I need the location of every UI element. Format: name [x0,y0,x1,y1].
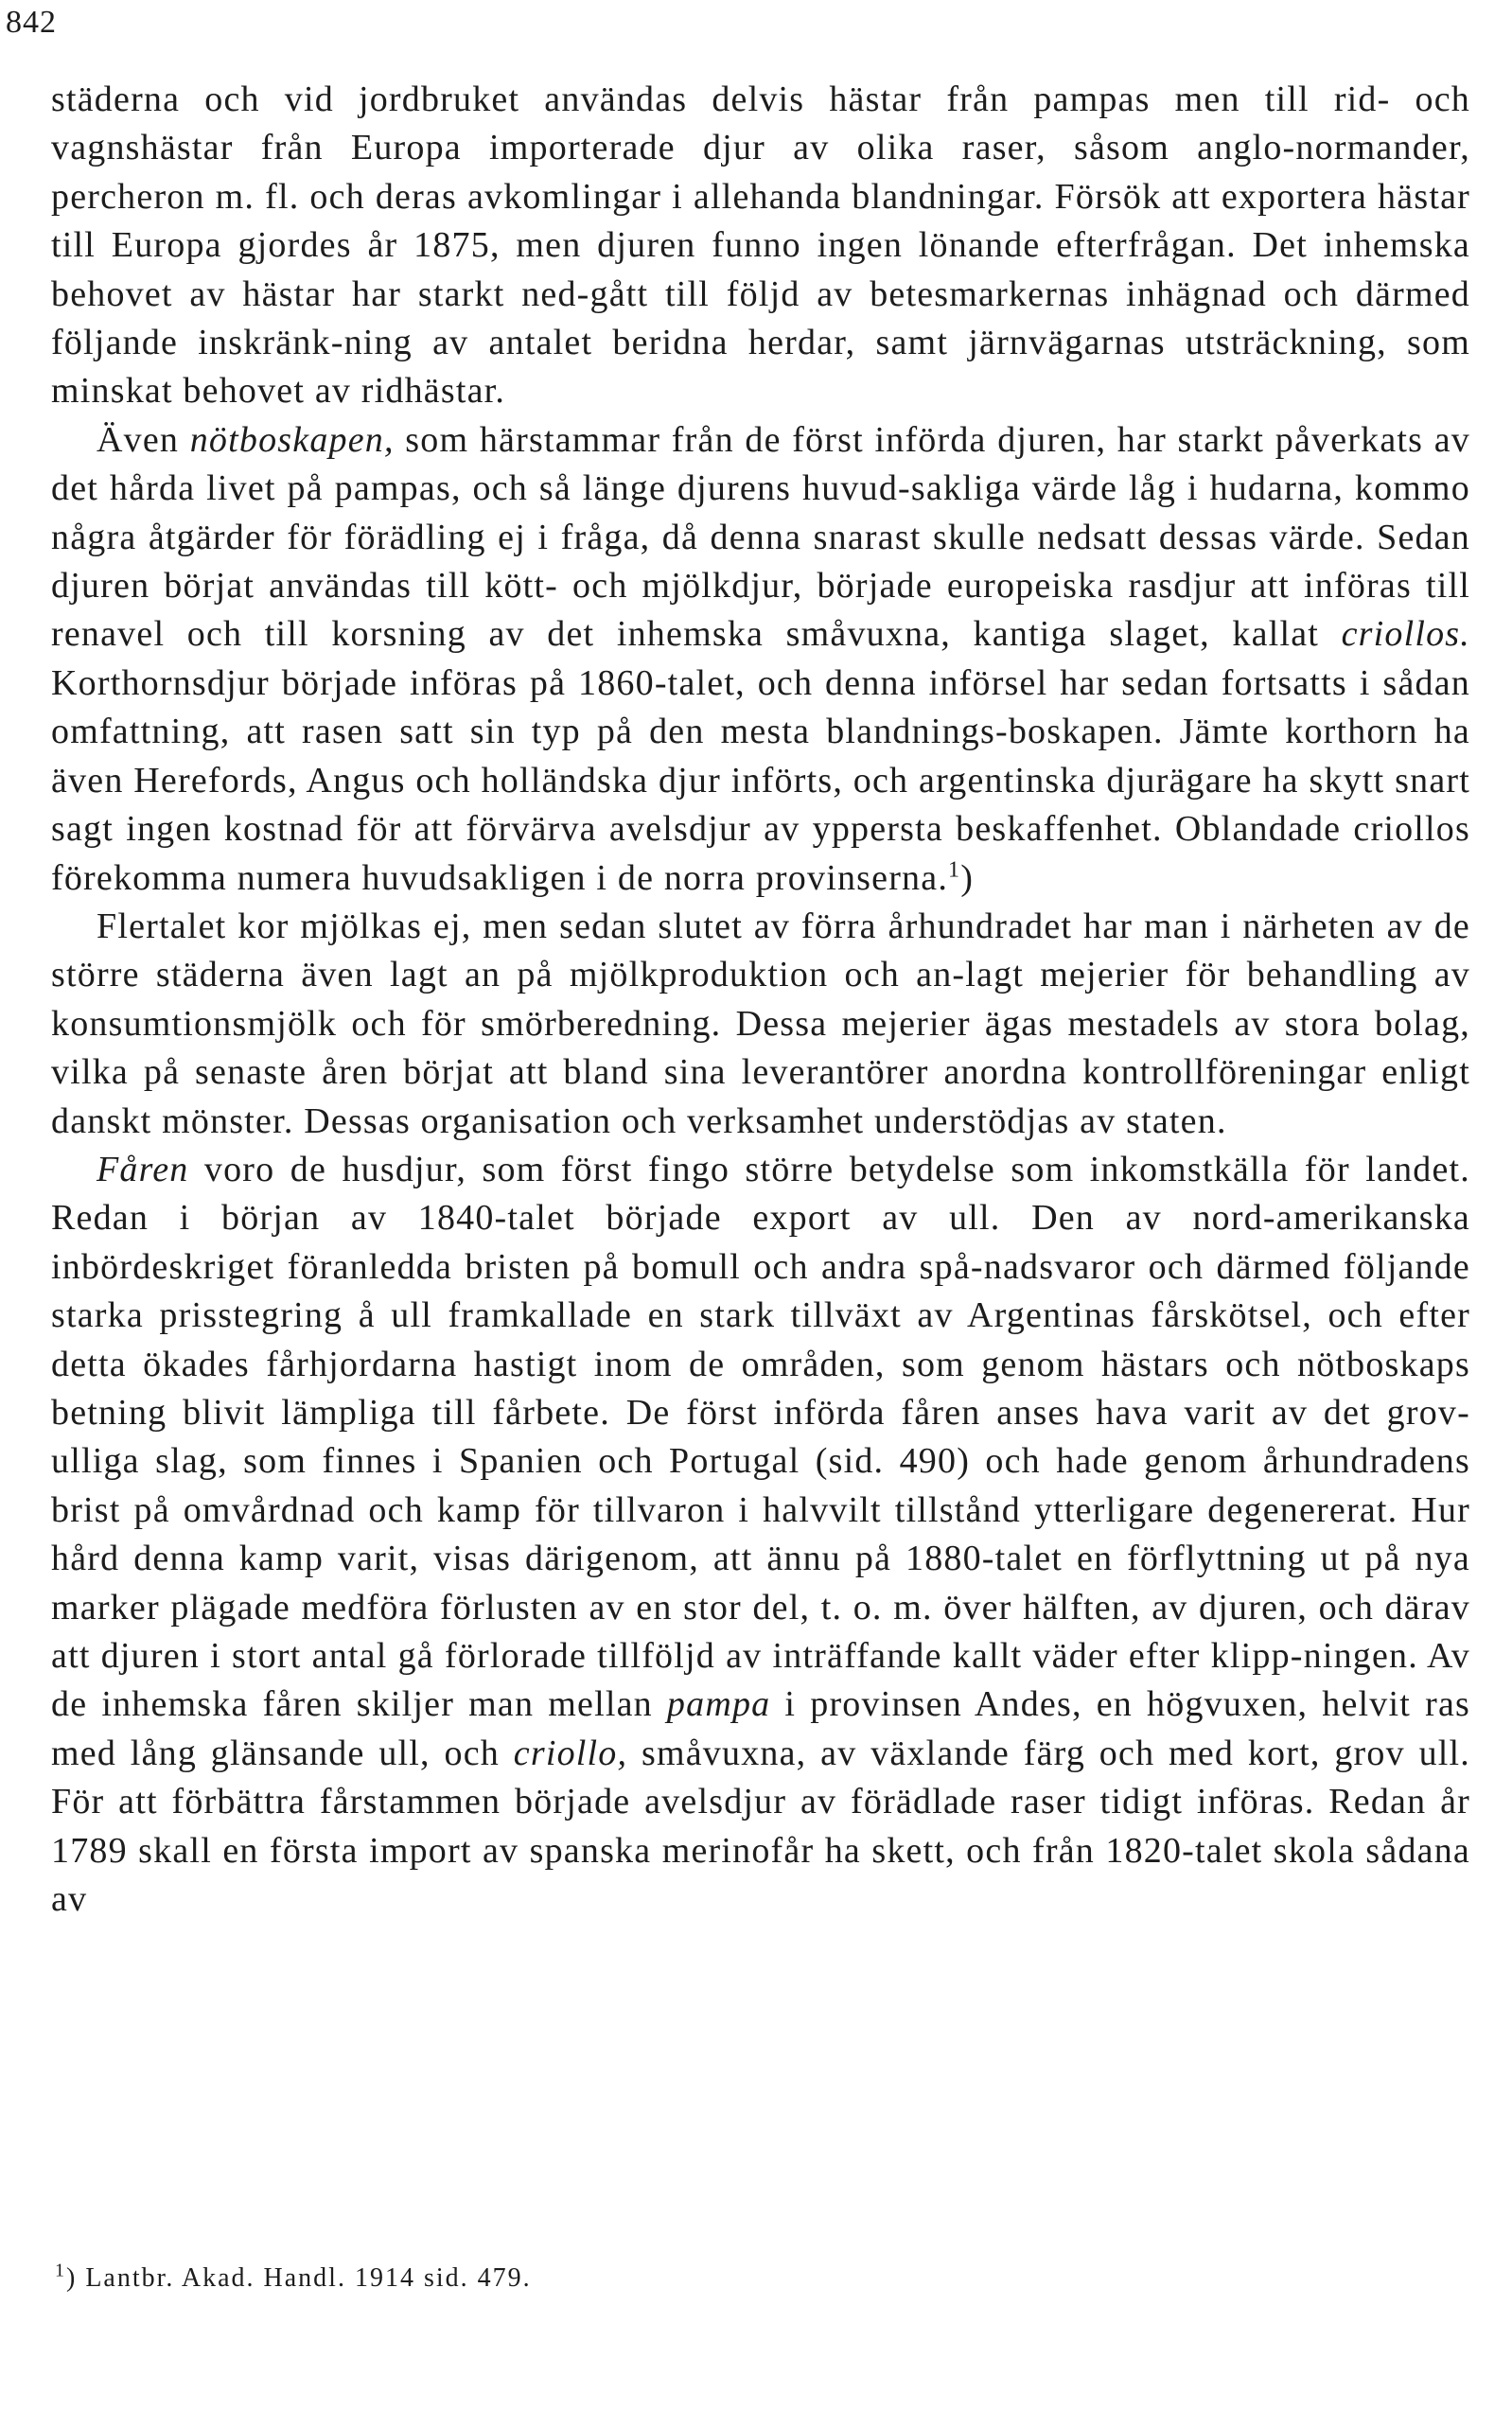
footnote [55,2260,1380,2297]
italic-term: nötboskapen, [189,419,395,460]
footnote-mark-close: ) [66,2263,78,2293]
text-run: i provinsen Andes, en högvuxen, helvit ras med lång glänsande ull, och [51,1684,1470,1773]
italic-term: criollos. [1341,614,1470,655]
body-text [51,76,1470,1924]
footnote-text: Lantbr. Akad. Handl. 1914 sid. 479. [77,2263,532,2293]
italic-term: Fåren [97,1149,189,1189]
footnote-mark: 1 [55,2260,66,2281]
text-run: Korthornsdjur började införas på 1860-talet, och denna införsel har sedan fortsatts i sådan omfattning, att rasen satt sin typ på den mesta blandnings-boskapen. Jämte korthorn ha även Herefords, Angus och holländska djur införts, och argentinska djurägare ha skytt snart sagt ingen kostnad för att förvärva avelsdjur av yppersta beskaffenhet. Oblandade criollos förekomma numera huvudsakligen i de norra provinserna. [51,662,1470,898]
footnote-reference: 1 [948,856,961,882]
text-run: städerna och vid jordbruket användas delvis hästar från pampas men till rid- och vagnshästar från Europa importerade djur av olika raser, såsom anglo-normander, percheron m. fl. och deras avkomlingar i allehanda blandningar. Försök att exportera hästar till Europa gjordes år 1875, men djuren funno ingen lönande efterfrågan. Det inhemska behovet av hästar har starkt ned-gått till följd av betesmarkernas inhägnad och därmed följande inskränk-ning av antalet beridna herdar, samt järnvägarnas utsträckning, som minskat behovet av ridhästar. [51,79,1470,412]
page-number: 842 [6,5,57,40]
paragraph-sheep [51,1146,1470,1925]
italic-term: pampa [666,1684,771,1725]
text-run: ) [960,857,975,898]
text-run: voro de husdjur, som först fingo större betydelse som inkomstkälla för landet. Redan i början av 1840-talet började export av ull. Den av nord-amerikanska inbördeskriget föranledda bristen på bomull och andra spå-nadsvaror och därmed följande starka prisstegring å ull framkallade en stark tillväxt av Argentinas fårskötsel, och efter detta ökades fårhjordarna hastigt inom de områden, som genom hästars och nötboskaps betning blivit lämpliga till fårbete. De först införda fåren anses hava varit av det grov-ulliga slag, som finnes i Spanien och Portugal (sid. 490) och hade genom århundradens brist på omvårdnad och kamp för tillvaron i halvvilt tillstånd ytterligare degenererat. Hur hård denna kamp varit, visas därigenom, att ännu på 1880-talet en förflyttning ut på nya marker plägade medföra förlusten av en stor del, t. o. m. över hälften, av djuren, och därav att djuren i stort antal gå förlorade tillföljd av inträffande kallt väder efter klipp-ningen. Av de inhemska fåren skiljer man mellan [51,1149,1470,1725]
paragraph-cattle [51,416,1470,903]
text-run: som härstammar från de först införda djuren, har starkt påverkats av det hårda livet på pampas, och så länge djurens huvud-sakliga värde låg i hudarna, kommo några åtgärder för förädling ej i fråga, då denna snarast skulle nedsatt dessas värde. Sedan djuren börjat användas till kött- och mjölkdjur, började europeiska rasdjur att införas till renavel och till korsning av det inhemska småvuxna, kantiga slaget, kallat [51,419,1471,655]
italic-term: criollo, [513,1733,628,1773]
text-run: Flertalet kor mjölkas ej, men sedan slutet av förra århundradet har man i närheten av de större städerna även lagt an på mjölkproduktion och an-lagt mejerier för behandling av konsumtionsmjölk och för smörberedning. Dessa mejerier ägas mestadels av stora bolag, vilka på senaste åren börjat att bland sina leverantörer anordna kontrollföreningar enligt danskt mönster. Dessas organisation och verksamhet understödjas av staten. [51,906,1470,1141]
text-run: småvuxna, av växlande färg och med kort, grov ull. För att förbättra fårstammen började avelsdjur av förädlade raser tidigt införas. Redan år 1789 skall en första import av spanska merinofår ha skett, och från 1820-talet skola sådana av [51,1733,1471,1920]
paragraph-dairy [51,903,1470,1146]
paragraph-horses [51,76,1470,416]
text-run: Även [97,419,190,460]
